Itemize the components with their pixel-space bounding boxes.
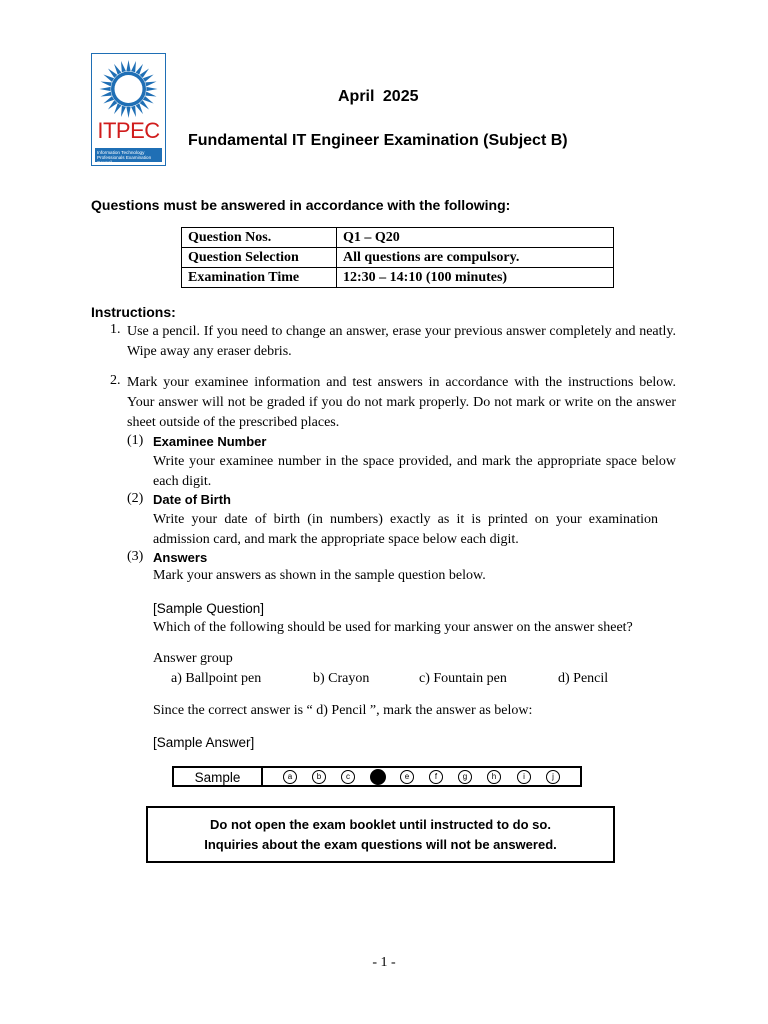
option-a: a) Ballpoint pen [171,671,262,686]
instructions-heading: Instructions: [91,304,176,320]
bubble-b: b [312,770,326,784]
notice-line-1: Do not open the exam booklet until instructed to do so. [210,817,551,832]
bubble-a: a [283,770,297,784]
sub-item-title: Examinee Number [153,434,267,449]
table-label: Examination Time [182,268,337,288]
logo-wordmark: ITPEC [97,118,160,143]
instruction-2-text: Mark your examinee information and test answers in accordance with the instructions below. Your answer will not be graded if you do not mark properly. Do not mark or write on the answer sheet outside of the prescribed places. [127,375,676,430]
bubble-d-filled [370,769,386,785]
bubble-i: i [517,770,531,784]
table-value: Q1 – Q20 [337,228,614,248]
table-label: Question Selection [182,248,337,268]
table-value: All questions are compulsory. [337,248,614,268]
sub-item-text: Write your date of birth (in numbers) exactly as it is printed on your examination admission card, and mark the appropriate space below each digit. [153,512,658,547]
sample-explanation: Since the correct answer is “ d) Pencil ”, mark the answer as below: [153,703,533,718]
sample-question: Which of the following should be used for marking your answer on the answer sheet? [153,620,633,635]
sub-item-text: Mark your answers as shown in the sample question below. [153,568,486,583]
bubble-h: h [487,770,501,784]
option-d: d) Pencil [558,671,609,686]
exam-info-table [181,227,614,288]
table-row [182,268,614,288]
sub-item-text: Write your examinee number in the space provided, and mark the appropriate space below each digit. [153,454,676,489]
table-row [182,228,614,248]
bubble-j: j [546,770,560,784]
exam-date: April 2025 [338,88,419,105]
sub-item-number: (2) [127,491,144,506]
intro-text: Questions must be answered in accordance with the following: [91,197,511,213]
item-number: 1. [110,322,121,337]
option-c: c) Fountain pen [419,671,507,686]
bubble-c: c [341,770,355,784]
item-number: 2. [110,373,121,388]
bubble-e: e [400,770,414,784]
bubble-g: g [458,770,472,784]
notice-box [146,806,615,863]
page-number: - 1 - [372,955,396,970]
table-row [182,248,614,268]
sub-item-number: (3) [127,549,144,564]
sub-item-number: (1) [127,433,144,448]
notice-line-2: Inquiries about the exam questions will not be answered. [204,837,557,852]
answer-group-label: Answer group [153,651,233,666]
sub-item-title: Date of Birth [153,492,231,507]
logo-subtitle: Information Technology Professionals Examination Council [95,148,162,162]
bubble-f: f [429,770,443,784]
table-label: Question Nos. [182,228,337,248]
sub-item-title: Answers [153,550,208,565]
itpec-logo [91,53,166,166]
table-value: 12:30 – 14:10 (100 minutes) [337,268,614,288]
sample-question-label: [Sample Question] [153,601,265,616]
option-b: b) Crayon [313,671,370,686]
sample-row-label: Sample [174,768,263,785]
exam-title: Fundamental IT Engineer Examination (Subject B) [188,132,568,149]
sample-answer-row [172,766,582,787]
instruction-1-text: Use a pencil. If you need to change an answer, erase your previous answer completely and neatly. Wipe away any eraser debris. [127,324,676,359]
sample-answer-label: [Sample Answer] [153,735,255,750]
sunburst-emblem [96,58,161,120]
